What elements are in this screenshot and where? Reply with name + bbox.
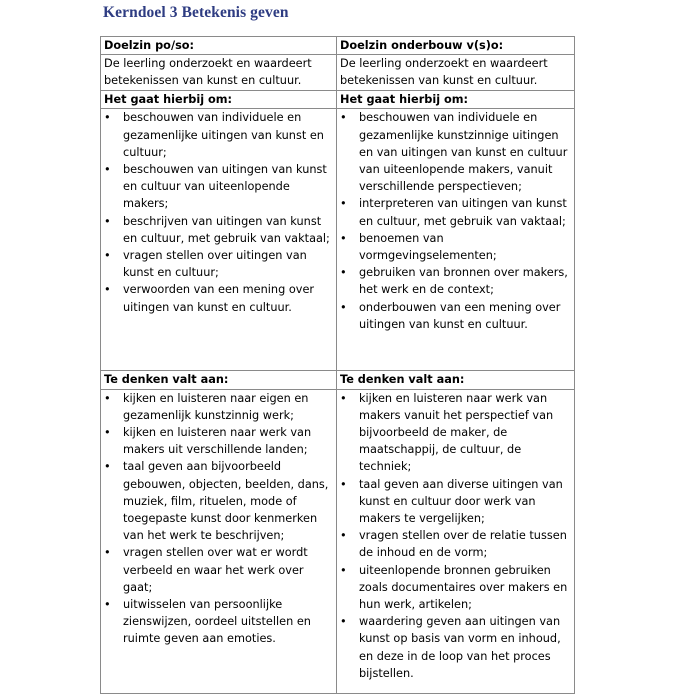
list-item: • taal geven aan diverse uitingen van kunst en cultuur door werk van makers te vergelijken; (340, 477, 563, 526)
bullet-dot-icon: • (104, 598, 111, 612)
denken-po-cell (101, 389, 337, 693)
denken-po-header: Te denken valt aan: (101, 371, 337, 389)
list-item: • onderbouwen van een mening over uitingen van kunst en cultuur. (340, 300, 561, 331)
bullet-dot-icon: • (104, 391, 111, 405)
bullet-dot-icon: • (104, 426, 111, 440)
list-item: • benoemen van vormgevingselementen; (340, 231, 497, 263)
bullet-dot-icon: • (340, 266, 347, 280)
denken-vso-header: Te denken valt aan: (337, 371, 575, 389)
list-item: • beschrijven van uitingen van kunst en cultuur, met gebruik van vaktaal; (104, 214, 330, 245)
denken-vso-cell (337, 389, 575, 693)
list-item: • beschouwen van individuele en gezamenlijke kunstzinnige uitingen en van uitingen van kunst en cultuur van uiteenlopende makers, vanuit verschillende perspectieven; (340, 111, 568, 194)
list-item: • taal geven aan bijvoorbeeld gebouwen, objecten, beelden, dans, muziek, film, rituelen, mode of toegepaste kunst door kenmerken van het werk te beschrijven; (104, 460, 329, 543)
list-item: • uiteenlopende bronnen gebruiken zoals documentaires over makers en hun werk, artikelen; (340, 563, 568, 612)
bullet-dot-icon: • (340, 615, 347, 629)
list-item: • vragen stellen over de relatie tussen de inhoud en de vorm; (340, 529, 567, 560)
bullet-dot-icon: • (104, 111, 111, 125)
bullet-dot-icon: • (340, 477, 347, 491)
denken-po-list (104, 390, 336, 648)
bullet-dot-icon: • (340, 529, 347, 543)
list-item: • kijken en luisteren naar eigen en gezamenlijk kunstzinnig werk; (104, 391, 309, 422)
list-item: • vragen stellen over wat er wordt verbeeld en waar het werk over gaat; (104, 546, 308, 594)
list-item: • gebruiken van bronnen over makers, het werk en de context; (340, 266, 568, 297)
list-item: • beschouwen van uitingen van kunst en cultuur van uiteenlopende makers; (104, 163, 327, 211)
kerndoel-table (100, 36, 575, 694)
bullet-dot-icon: • (340, 231, 347, 245)
doelzin-vso-header: Doelzin onderbouw v(s)o: (337, 37, 575, 55)
list-item: • kijken en luisteren naar werk van makers uit verschillende landen; (104, 426, 312, 457)
bullet-dot-icon: • (104, 460, 111, 474)
list-item: • kijken en luisteren naar werk van makers vanuit het perspectief van bijvoorbeeld de maker, de maatschappij, de cultuur, de techniek; (340, 391, 554, 474)
bullet-dot-icon: • (340, 300, 347, 314)
gaat-po-cell (101, 109, 337, 371)
gaat-po-list (104, 109, 336, 315)
list-item: • vragen stellen over uitingen van kunst en cultuur; (104, 249, 307, 280)
gaat-po-header: Het gaat hierbij om: (101, 91, 337, 109)
bullet-dot-icon: • (340, 563, 347, 577)
denken-vso-list (340, 390, 574, 682)
list-item: • uitwisselen van persoonlijke zienswijzen, oordeel uitstellen en ruimte geven aan emoties. (104, 598, 311, 646)
bullet-dot-icon: • (340, 391, 347, 405)
doelzin-po-text: De leerling onderzoekt en waardeert betekenissen van kunst en cultuur. (101, 55, 337, 91)
list-item: • beschouwen van individuele en gezamenlijke uitingen van kunst en cultuur; (104, 111, 324, 159)
bullet-dot-icon: • (104, 546, 111, 560)
bullet-dot-icon: • (104, 283, 111, 297)
bullet-dot-icon: • (340, 111, 347, 125)
bullet-dot-icon: • (340, 197, 347, 211)
bullet-dot-icon: • (104, 163, 111, 177)
list-item: • verwoorden van een mening over uitingen van kunst en cultuur. (104, 283, 315, 314)
doelzin-vso-text: De leerling onderzoekt en waardeert betekenissen van kunst en cultuur. (337, 55, 575, 91)
gaat-vso-cell (337, 109, 575, 371)
gaat-vso-list (340, 109, 574, 333)
gaat-vso-header: Het gaat hierbij om: (337, 91, 575, 109)
bullet-dot-icon: • (104, 249, 111, 263)
list-item: • interpreteren van uitingen van kunst en cultuur, met gebruik van vaktaal; (340, 197, 567, 228)
list-item: • waardering geven aan uitingen van kunst op basis van vorm en inhoud, en deze in de loop van het proces bijstellen. (340, 615, 561, 680)
bullet-dot-icon: • (104, 214, 111, 228)
doelzin-po-header: Doelzin po/so: (101, 37, 337, 55)
page-title: Kerndoel 3 Betekenis geven (103, 4, 289, 21)
